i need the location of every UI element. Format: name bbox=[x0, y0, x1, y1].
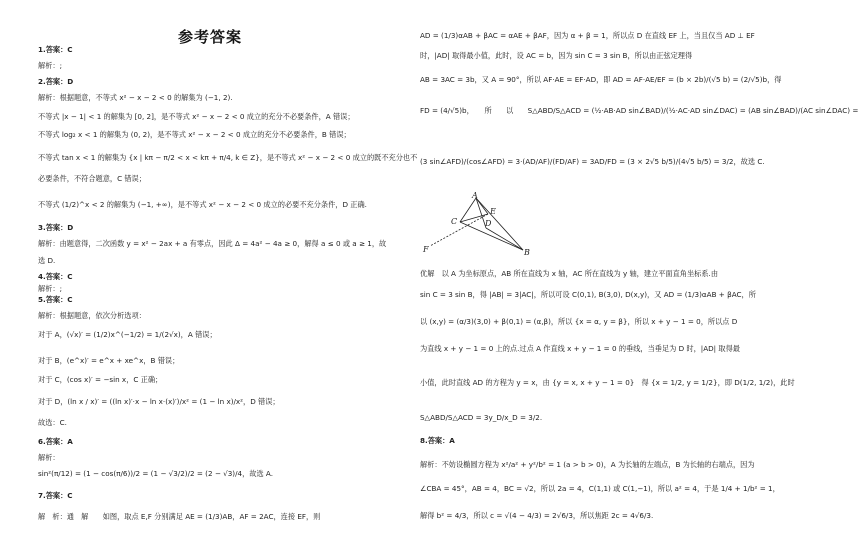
solution-line: 优解 以 A 为坐标原点，AB 所在直线为 x 轴，AC 所在直线为 y 轴，建立平面直角坐标系.由 bbox=[420, 269, 719, 278]
solution-line: 解析：不妨设椭圆方程为 x²/a² + y²/b² = 1 (a > b > 0)，A 为长轴的左端点，B 为长轴的右端点，因为 bbox=[420, 460, 755, 469]
solution-line: 故选：C. bbox=[38, 418, 67, 427]
segment-cb bbox=[460, 222, 523, 250]
answer-line: 2.答案：D bbox=[38, 77, 74, 86]
segment-ab bbox=[476, 198, 523, 250]
solution-line: (3 sin∠AFD)/(cos∠AFD) = 3·(AD/AF)/(FD/AF) = 3AD/FD = (3 × 2√5 b/5)/(4√5 b/5) = 3/2，故选 C. bbox=[420, 157, 765, 166]
solution-line: 解析：由题意得，二次函数 y = x² − 2ax + a 有零点，因此 Δ = 4a² − 4a ≥ 0，解得 a ≤ 0 或 a ≥ 1，故 bbox=[38, 239, 387, 248]
solution-line: 解析：; bbox=[38, 61, 62, 70]
solution-line: 时，|AD| 取得最小值，此时，设 AC = b，因为 sin C = 3 sin B，所以由正弦定理得 bbox=[420, 51, 693, 60]
label-f: F bbox=[423, 245, 429, 254]
solution-line: sin C = 3 sin B，得 |AB| = 3|AC|，所以可设 C(0,1), B(3,0), D(x,y)，又 AD = (1/3)αAB + βAC，所 bbox=[420, 290, 756, 299]
solution-line: 小值，此时直线 AD 的方程为 y = x，由 {y = x, x + y − 1 = 0} 得 {x = 1/2, y = 1/2}，即 D(1/2, 1/2)，此时 bbox=[420, 378, 795, 387]
segment-ae bbox=[476, 198, 488, 214]
solution-line: 不等式 tan x < 1 的解集为 {x | kπ − π/2 < x < kπ + π/4, k ∈ Z}，是不等式 x² − x − 2 < 0 成立的既不充分也不 bbox=[38, 153, 418, 162]
answer-line: 8.答案：A bbox=[420, 436, 455, 445]
answer-line: 6.答案：A bbox=[38, 437, 73, 446]
solution-line: 选 D. bbox=[38, 256, 56, 265]
solution-line: 解析：根据题意，不等式 x² − x − 2 < 0 的解集为 (−1, 2). bbox=[38, 93, 233, 102]
solution-line: S△ABD/S△ACD = 3y_D/x_D = 3/2. bbox=[420, 413, 543, 422]
label-c: C bbox=[451, 217, 458, 226]
solution-line: 解得 b² = 4/3，所以 c = √(4 − 4/3) = 2√6/3，所以焦距 2c = 4√6/3. bbox=[420, 511, 654, 520]
answer-line: 1.答案：C bbox=[38, 45, 73, 54]
answer-line: 3.答案：D bbox=[38, 223, 74, 232]
solution-line: AB = 3AC = 3b，又 A = 90°，所以 AF·AE = EF·AD，即 AD = AF·AE/EF = (b × 2b)/(√5 b) = (2/√5)b，得 bbox=[420, 75, 782, 84]
segment-ef bbox=[430, 214, 488, 246]
solution-line: AD = (1/3)αAB + βAC = αAE + βAF，因为 α + β = 1，所以点 D 在直线 EF 上，当且仅当 AD ⊥ EF bbox=[420, 31, 755, 40]
answer-line: 5.答案：C bbox=[38, 295, 73, 304]
solution-line: 不等式 log₂ x < 1 的解集为 (0, 2)，是不等式 x² − x − 2 < 0 成立的充分不必要条件，B 错误； bbox=[38, 130, 351, 139]
label-e: E bbox=[490, 207, 496, 216]
solution-line: 不等式 (1/2)^x < 2 的解集为 (−1, +∞)，是不等式 x² − x − 2 < 0 成立的必要不充分条件，D 正确. bbox=[38, 200, 367, 209]
solution-line: 解析：根据题意，依次分析选项： bbox=[38, 311, 146, 320]
solution-line: 对于 C，(cos x)′ = −sin x，C 正确； bbox=[38, 375, 163, 384]
solution-line: 解 析：通 解 如图，取点 E,F 分别满足 AE = (1/3)AB，AF = 2AC，连接 EF，则 bbox=[38, 512, 321, 521]
solution-line: sin²(π/12) = (1 − cos(π/6))/2 = (1 − √3/2)/2 = (2 − √3)/4，故选 A. bbox=[38, 469, 274, 478]
solution-line: FD = (4/√5)b， 所 以 S△ABD/S△ACD = (½·AB·AD sin∠BAD)/(½·AC·AD sin∠DAC) = (AB sin∠BAD)/(AC sin∠DAC) = bbox=[420, 106, 858, 115]
page-title: 参考答案 bbox=[178, 28, 243, 46]
solution-line: ∠CBA = 45°，AB = 4，BC = √2，所以 2a = 4，C(1,1) 或 C(1,−1)，所以 a² = 4，于是 1/4 + 1/b² = 1， bbox=[420, 484, 780, 493]
solution-line: 对于 B，(e^x)′ = e^x + xe^x，B 错误； bbox=[38, 356, 180, 365]
solution-line: 必要条件，不符合题意，C 错误； bbox=[38, 174, 146, 183]
geometry-figure bbox=[418, 192, 538, 260]
solution-line: 以 (x,y) = (α/3)(3,0) + β(0,1) = (α,β)，所以 {x = α, y = β}，所以 x + y − 1 = 0，所以点 D bbox=[420, 317, 738, 326]
label-a: A bbox=[472, 191, 478, 200]
segment-de-b bbox=[486, 228, 523, 250]
answer-line: 4.答案：C bbox=[38, 272, 73, 281]
solution-line: 为直线 x + y − 1 = 0 上的点.过点 A 作直线 x + y − 1 = 0 的垂线，当垂足为 D 时，|AD| 取得最 bbox=[420, 344, 740, 353]
label-d: D bbox=[485, 219, 492, 228]
solution-line: 对于 A，(√x)′ = (1/2)x^(−1/2) = 1/(2√x)，A 错误； bbox=[38, 330, 217, 339]
solution-line: 不等式 |x − 1| < 1 的解集为 [0, 2]，是不等式 x² − x − 2 < 0 成立的充分不必要条件，A 错误； bbox=[38, 112, 355, 121]
solution-line: 解析： bbox=[38, 453, 60, 462]
solution-line: 对于 D，(ln x / x)′ = ((ln x)′·x − ln x·(x)′)/x² = (1 − ln x)/x²，D 错误； bbox=[38, 397, 280, 406]
solution-line: 解析：; bbox=[38, 284, 62, 293]
label-b: B bbox=[524, 248, 530, 257]
answer-line: 7.答案：C bbox=[38, 491, 73, 500]
